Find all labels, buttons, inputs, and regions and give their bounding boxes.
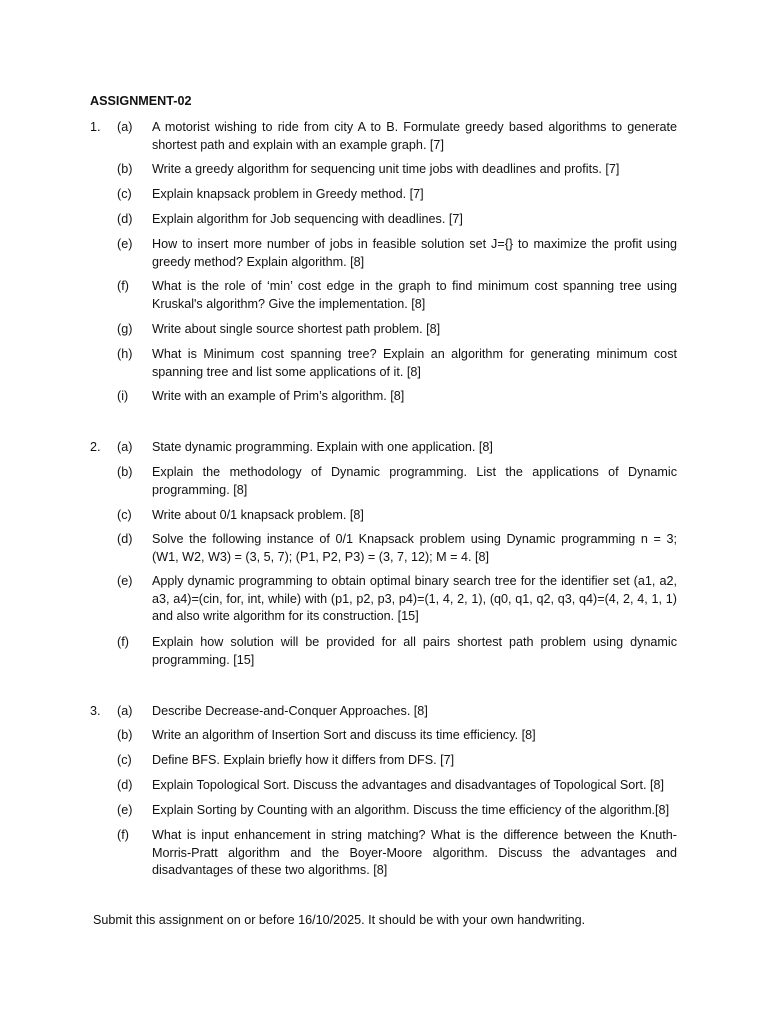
part-text: How to insert more number of jobs in feasible solution set J={} to maximize the profit using greedy method? Explain algorithm. [8] [152,237,677,269]
part-text: Write about 0/1 knapsack problem. [8] [152,508,364,522]
question-number: 2. [90,440,101,454]
part-text: Write with an example of Prim’s algorithm. [8] [152,389,405,403]
part-label: (f) [117,635,129,649]
part-label: (a) [117,120,133,134]
question-number: 1. [90,120,101,134]
part-text: Define BFS. Explain briefly how it differs from DFS. [7] [152,753,455,767]
part-label: (c) [117,753,132,767]
part-text: Write an algorithm of Insertion Sort and discuss its time efficiency. [8] [152,728,536,742]
submission-note: Submit this assignment on or before 16/10/2025. It should be with your own handwriting. [93,913,586,927]
part-text: Describe Decrease-and-Conquer Approaches. [8] [152,704,428,718]
part-label: (i) [117,389,129,403]
part-label: (f) [117,828,129,842]
part-text: What is Minimum cost spanning tree? Explain an algorithm for generating minimum cost spanning tree and list some applications of it. [8] [152,347,677,379]
part-label: (b) [117,162,133,176]
part-text: State dynamic programming. Explain with one application. [8] [152,440,493,454]
part-label: (a) [117,704,133,718]
part-label: (e) [117,237,133,251]
part-label: (f) [117,279,129,293]
part-label: (d) [117,532,133,546]
part-text: Solve the following instance of 0/1 Knapsack problem using Dynamic programming n = 3; (W1, W2, W3) = (3, 5, 7); (P1, P2, P3) = (3, 7, 12); M = 4. [8] [152,532,677,564]
part-text: Explain the methodology of Dynamic programming. List the applications of Dynamic programming. [8] [152,465,677,497]
part-label: (h) [117,347,133,361]
part-text: Write about single source shortest path problem. [8] [152,322,441,336]
part-text: Explain algorithm for Job sequencing with deadlines. [7] [152,212,463,226]
part-text: Explain how solution will be provided for all pairs shortest path problem using dynamic programming. [15] [152,635,677,667]
part-text: Write a greedy algorithm for sequencing unit time jobs with deadlines and profits. [7] [152,162,620,176]
assignment-title: ASSIGNMENT-02 [90,94,192,108]
part-text: Apply dynamic programming to obtain optimal binary search tree for the identifier set (a1, a2, a3, a4)=(cin, for, int, while) with (p1, p2, p3, p4)=(1, 4, 2, 1), (q0, q1, q2, q3, q4)=(4, 2, 4, 1, 1) and also write algorithm for its construction. [15] [152,574,677,624]
part-label: (e) [117,574,133,588]
part-label: (c) [117,508,132,522]
part-label: (c) [117,187,132,201]
part-text: Explain knapsack problem in Greedy method. [7] [152,187,424,201]
part-label: (b) [117,728,133,742]
part-text: What is the role of ‘min’ cost edge in the graph to find minimum cost spanning tree using Kruskal's algorithm? Give the implementation. [8] [152,279,677,311]
part-label: (a) [117,440,133,454]
part-label: (e) [117,803,133,817]
part-label: (b) [117,465,133,479]
part-text: A motorist wishing to ride from city A to B. Formulate greedy based algorithms to generate shortest path and explain with an example graph. [7] [152,120,677,152]
part-label: (d) [117,212,133,226]
part-label: (g) [117,322,133,336]
part-label: (d) [117,778,133,792]
part-text: Explain Topological Sort. Discuss the advantages and disadvantages of Topological Sort. [8] [152,778,665,792]
part-text: What is input enhancement in string matching? What is the difference between the Knuth-Morris-Pratt algorithm and the Boyer-Moore algorithm. Discuss the advantages and disadvantages of these two algorithms. [8] [152,828,677,878]
part-text: Explain Sorting by Counting with an algorithm. Discuss the time efficiency of the algorithm.[8] [152,803,670,817]
question-number: 3. [90,704,101,718]
